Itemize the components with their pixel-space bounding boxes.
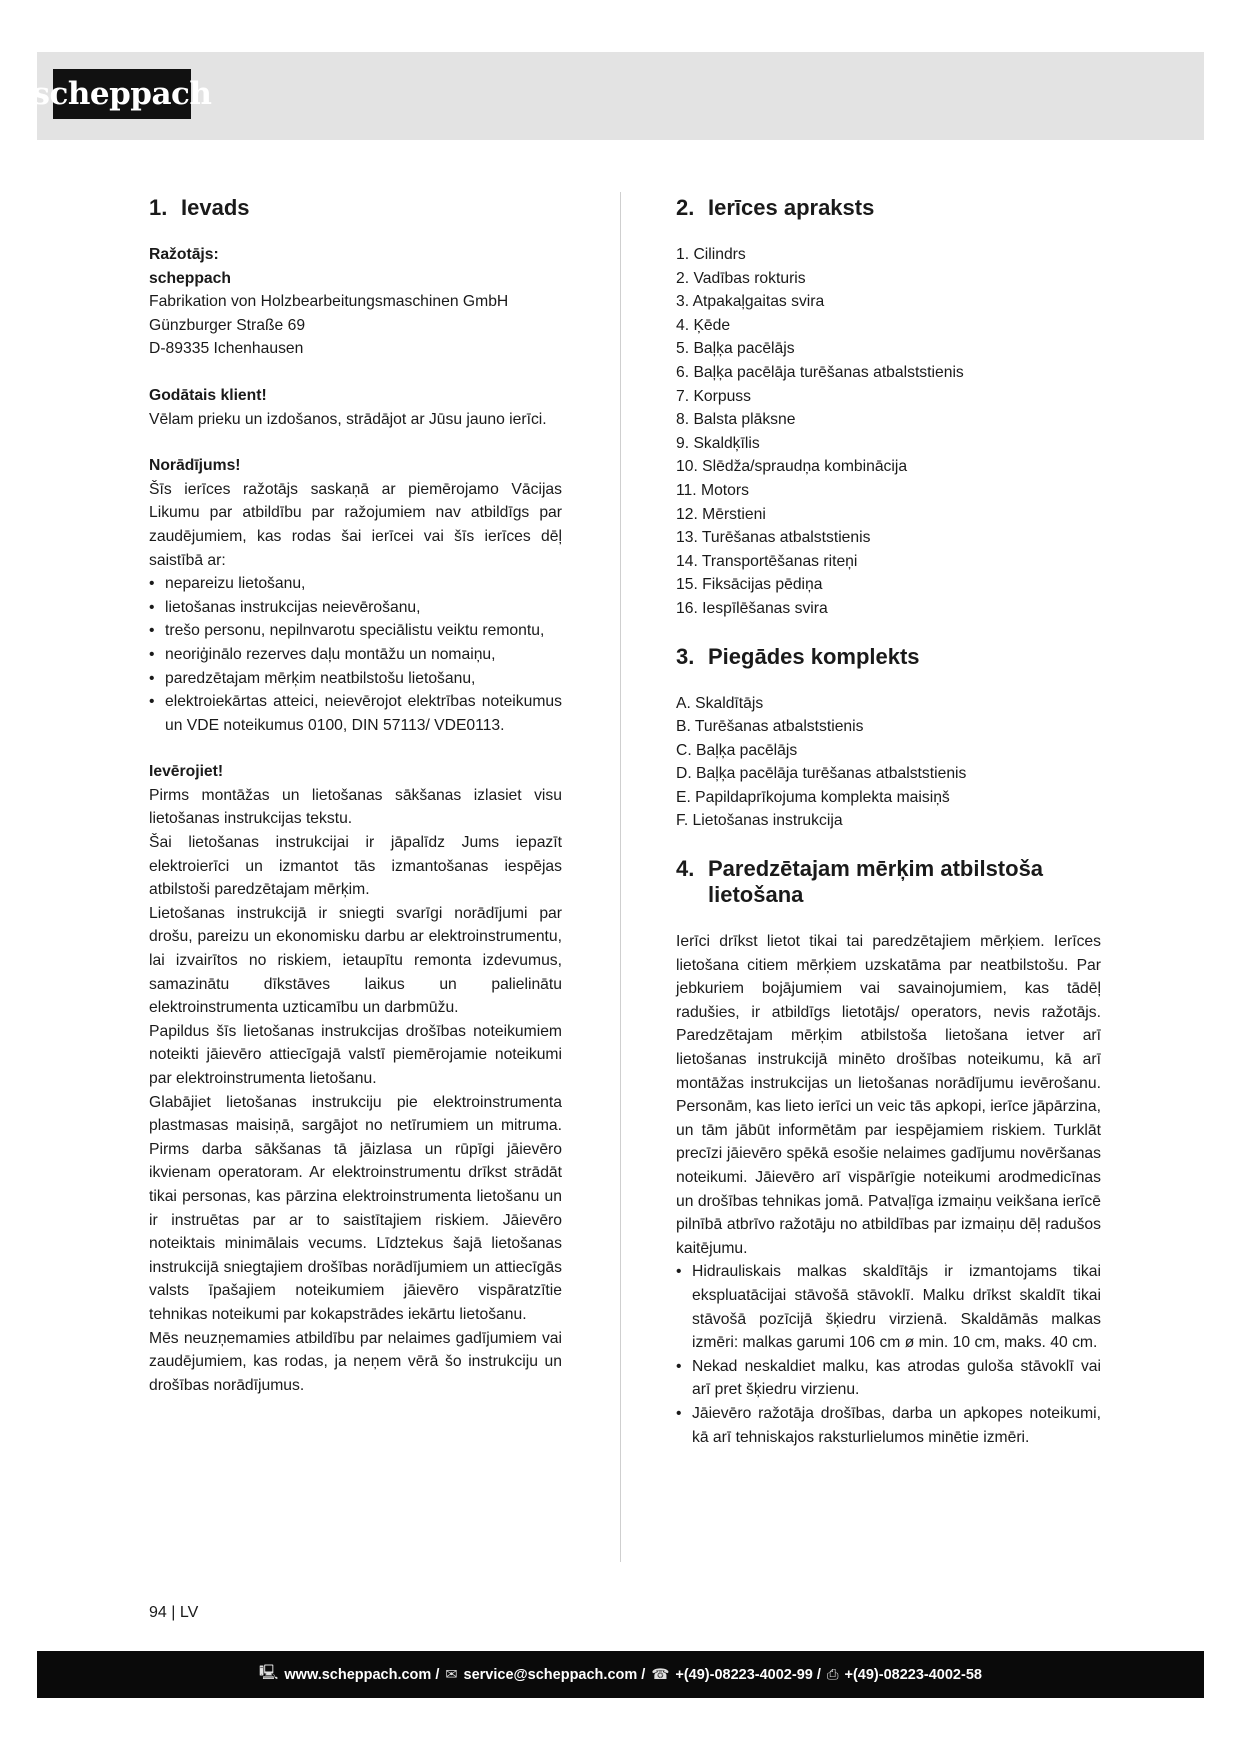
greeting-block bbox=[149, 384, 562, 431]
list-item: • neoriģinālo rezerves daļu montāžu un nomaiņu, bbox=[149, 643, 562, 667]
list-item: • Nekad neskaldiet malku, kas atrodas guloša stāvoklī vai arī pret šķiedru virzienu. bbox=[676, 1355, 1101, 1402]
notice-list bbox=[149, 572, 562, 737]
intended-use-list bbox=[676, 1260, 1101, 1449]
paragraph: Lietošanas instrukcijā ir sniegti svarīgi norādījumi par drošu, pareizu un ekonomisku darbu ar elektroinstrumentu, lai izvairītos no riskiem, ietaupītu remonta izdevumus, samazinātu dīkstāves laikus un palielinātu elektroinstrumenta uzticamību un darbmūžu. bbox=[149, 904, 562, 1017]
list-item: • nepareizu lietošanu, bbox=[149, 572, 562, 596]
delivery-contents-list bbox=[676, 692, 1101, 834]
section-number: 4. bbox=[676, 856, 695, 882]
list-item: 11. Motors bbox=[676, 481, 749, 499]
list-item: C. Baļķa pacēlājs bbox=[676, 741, 798, 759]
greeting-text: Vēlam prieku un izdošanos, strādājot ar Jūsu jauno ierīci. bbox=[149, 410, 547, 428]
paragraph: Ierīci drīkst lietot tikai tai paredzētajiem mērķiem. Ierīces lietošana citiem mērķiem uzskatāma par neatbilstošu. Par jebkuriem bojājumiem vai savainojumiem, kas tādēļ radušies, ir atbildīgs lietotājs/ operators, nevis ražotājs. Paredzētajam mērķim atbilstoša lietošana ietver arī lietošanas instrukcijā minēto drošības noteikumu, kā arī montāžas instrukcijas un lietošanas norādījumu ievērošanu. Personām, kas lieto ierīci un veic tās apkopi, ierīce jāpārzina, un tām jābūt informētām par iespējamiem riskiem. Turklāt precīzi jāievēro spēkā esošie nelaimes gadījumu novēršanas noteikumi. Jāievēro arī vispārīgie noteikumi arodmedicīnas un drošības tehnikas jomā. Patvaļīga izmaiņu veikšana ierīcē pilnībā atbrīvo ražotāju no atbildības par izmaiņu dēļ radušos kaitējumu. bbox=[676, 933, 1101, 1257]
manufacturer-block bbox=[149, 243, 562, 361]
section-number: 3. bbox=[676, 643, 695, 669]
section-4-heading bbox=[676, 856, 1101, 908]
list-item: 10. Slēdža/spraudņa kombinācija bbox=[676, 458, 908, 476]
page-number: 94 bbox=[149, 1604, 167, 1621]
greeting-title: Godātais klient! bbox=[149, 386, 267, 404]
section-number: 1. bbox=[149, 195, 168, 220]
list-item: D. Baļķa pacēlāja turēšanas atbalststienis bbox=[676, 765, 967, 783]
manufacturer-name: scheppach bbox=[149, 269, 231, 287]
fax-icon: ⎙ bbox=[826, 1666, 839, 1683]
paragraph: Šai lietošanas instrukcijai ir jāpalīdz Jums iepazīt elektroierīci un izmantot tās izmantošanas iespējas atbilstoši paredzētajam mērķim. bbox=[149, 834, 562, 899]
logo-text: scheppach bbox=[32, 76, 212, 112]
page-separator: | bbox=[171, 1604, 176, 1621]
phone-number: +(49)-08223-4002-99 / bbox=[675, 1666, 821, 1683]
contact-footer-bar bbox=[37, 1651, 1204, 1698]
list-item: 7. Korpuss bbox=[676, 387, 751, 405]
list-item: • Jāievēro ražotāja drošības, darba un apkopes noteikumi, kā arī tehniskajos raksturlielumos minētie izmēri. bbox=[676, 1402, 1101, 1449]
paragraph: Papildus šīs lietošanas instrukcijas drošības noteikumiem noteikti jāievēro attiecīgajā valstī piemērojamie noteikumi par elektroinstrumenta lietošanu. bbox=[149, 1022, 562, 1087]
paragraph: Glabājiet lietošanas instrukciju pie elektroinstrumenta plastmasas maisiņā, sargājot no netīrumiem un mitruma. Pirms darba sākšanas tā jāizlasa un rūpīgi jāievēro ikvienam operatoram. Ar elektroinstrumentu drīkst strādāt tikai personas, kas pārzina elektroinstrumenta lietošanu un ir instruētas par ar to saistītajiem riskiem. Jāievēro noteiktais minimālais vecums. Līdztekus šajā lietošanas instrukcijā sniegtajiem drošības norādījumiem un attiecīgās valsts īpašajiem noteikumiem jāievēro vispāratzītie tehnikas noteikumi par kokapstrādes iekārtu lietošanu. bbox=[149, 1093, 562, 1323]
page-number-footer bbox=[149, 1603, 198, 1623]
paragraph: Mēs neuzņemamies atbildību par nelaimes gadījumiem vai zaudējumiem, kas rodas, ja neņem vērā šo instrukciju un drošības norādījumus. bbox=[149, 1329, 562, 1394]
computer-icon: 🖳 bbox=[259, 1665, 279, 1681]
list-item: 2. Vadības rokturis bbox=[676, 269, 806, 287]
phone-icon: ☎ bbox=[651, 1666, 670, 1683]
list-item: • Hidrauliskais malkas skaldītājs ir izmantojams tikai ekspluatācijai stāvošā stāvoklī. Malku drīkst skaldīt tikai stāvošā pozīcijā šķiedru virzienā. Skaldāmās malkas izmēri: malkas garumi 106 cm ø min. 10 cm, maks. 40 cm. bbox=[676, 1260, 1101, 1354]
email-icon: ✉ bbox=[445, 1666, 458, 1683]
right-column bbox=[676, 195, 1101, 1449]
list-item: 16. Iespīlēšanas svira bbox=[676, 599, 828, 617]
list-item: • elektroiekārtas atteici, neievērojot elektrības noteikumus un VDE noteikumus 0100, DIN 57113/ VDE0113. bbox=[149, 690, 562, 737]
section-1-heading bbox=[149, 195, 562, 221]
list-item: 8. Balsta plāksne bbox=[676, 411, 796, 429]
email-link[interactable]: service@scheppach.com / bbox=[463, 1666, 646, 1683]
address-line: Günzburger Straße 69 bbox=[149, 316, 306, 334]
paragraph: Pirms montāžas un lietošanas sākšanas izlasiet visu lietošanas instrukcijas tekstu. bbox=[149, 786, 562, 828]
attention-block bbox=[149, 760, 562, 1397]
list-item: 9. Skaldķīlis bbox=[676, 434, 760, 452]
section-title: Ierīces apraksts bbox=[708, 195, 875, 220]
list-item: 5. Baļķa pacēlājs bbox=[676, 340, 795, 358]
list-item: 12. Mērstieni bbox=[676, 505, 766, 523]
list-item: E. Papildaprīkojuma komplekta maisiņš bbox=[676, 788, 950, 806]
list-item: 6. Baļķa pacēlāja turēšanas atbalststienis bbox=[676, 363, 964, 381]
list-item: 1. Cilindrs bbox=[676, 246, 746, 263]
attention-title: Ievērojiet! bbox=[149, 763, 224, 781]
list-item: 15. Fiksācijas pēdiņa bbox=[676, 576, 823, 594]
list-item: F. Lietošanas instrukcija bbox=[676, 812, 843, 830]
notice-title: Norādījums! bbox=[149, 457, 241, 475]
list-item: 3. Atpakaļgaitas svira bbox=[676, 293, 825, 311]
list-item: 14. Transportēšanas riteņi bbox=[676, 552, 858, 570]
language-code: LV bbox=[179, 1604, 199, 1621]
device-parts-list bbox=[676, 243, 1101, 621]
manufacturer-label: Ražotājs: bbox=[149, 246, 219, 263]
list-item: • paredzētajam mērķim neatbilstošu lietošanu, bbox=[149, 667, 562, 691]
section-title: Piegādes komplekts bbox=[708, 643, 920, 669]
section-title: Paredzētajam mērķim atbilstoša lietošana bbox=[708, 856, 1044, 908]
address-line: Fabrikation von Holzbearbeitungsmaschinen GmbH bbox=[149, 293, 509, 311]
list-item: 13. Turēšanas atbalststienis bbox=[676, 529, 871, 547]
list-item: 4. Ķēde bbox=[676, 316, 731, 334]
address-line: D-89335 Ichenhausen bbox=[149, 340, 304, 358]
section-2-heading bbox=[676, 195, 1101, 221]
section-title: Ievads bbox=[181, 195, 250, 220]
scheppach-logo bbox=[32, 69, 212, 119]
notice-text: Šīs ierīces ražotājs saskaņā ar piemērojamo Vācijas Likumu par atbildību par ražojumiem nav atbildīgs par zaudējumiem, kas rodas šai ierīcei vai šīs ierīces dēļ saistībā ar: bbox=[149, 480, 562, 569]
notice-block bbox=[149, 454, 562, 737]
column-divider bbox=[620, 192, 621, 1562]
list-item: • trešo personu, nepilnvarotu speciālistu veiktu remontu, bbox=[149, 619, 562, 643]
fax-number: +(49)-08223-4002-58 bbox=[844, 1666, 982, 1683]
website-link[interactable]: www.scheppach.com / bbox=[284, 1666, 440, 1683]
intended-use-block bbox=[676, 930, 1101, 1449]
left-column bbox=[149, 195, 562, 1420]
list-item: B. Turēšanas atbalststienis bbox=[676, 718, 864, 736]
header-band bbox=[32, 52, 1204, 140]
list-item: • lietošanas instrukcijas neievērošanu, bbox=[149, 596, 562, 620]
list-item: A. Skaldītājs bbox=[676, 694, 764, 712]
section-3-heading bbox=[676, 644, 1101, 670]
section-number: 2. bbox=[676, 195, 695, 220]
